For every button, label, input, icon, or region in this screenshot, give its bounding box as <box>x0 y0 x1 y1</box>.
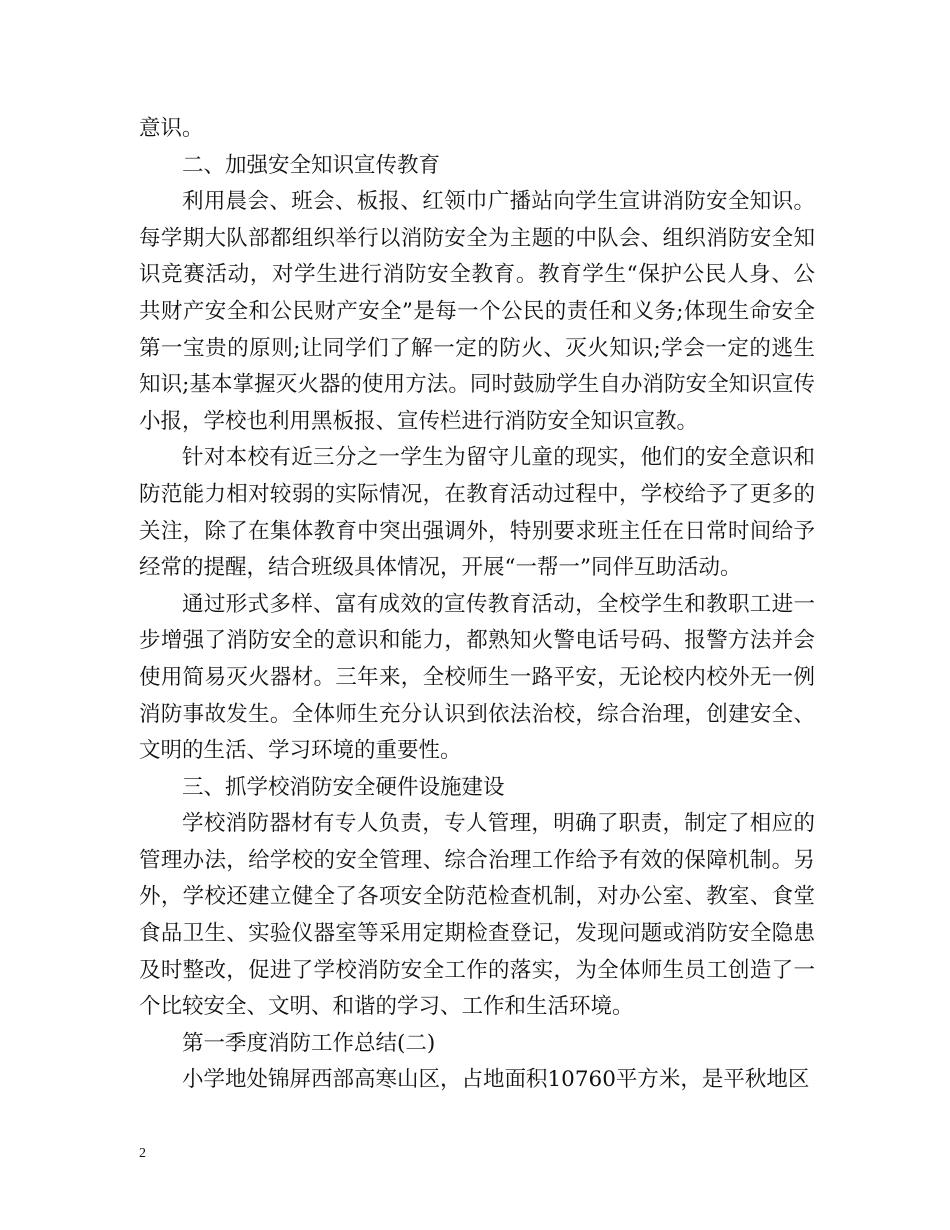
paragraph-continuation: 意识。 <box>139 116 204 141</box>
section-heading-3: 三、抓学校消防安全硬件设施建设 <box>182 774 505 800</box>
paragraph-hardware: 学校消防器材有专人负责，专人管理，明确了职责，制定了相应的管理办法，给学校的安全管理、综合治理工作给予有效的保障机制。另外，学校还建立健全了各项安全防范检查机制，对办公室、教室、食堂食品卫生、实验仪器室等采用定期检查登记，发现问题或消防安全隐患及时整改，促进了学校消防安全工作的落实，为全体师生员工创造了一个比较安全、文明、和谐的学习、工作和生活环境。 <box>139 811 815 1020</box>
paragraph-results: 通过形式多样、富有成效的宣传教育活动，全校学生和教职工进一步增强了消防安全的意识和能力，都熟知火警电话号码、报警方法并会使用简易灭火器材。三年来，全校师生一路平安，无论校内校外无一例消防事故发生。全体师生充分认识到依法治校，综合治理，创建安全、文明的生活、学习环境的重要性。 <box>139 591 815 764</box>
paragraph-publicity: 利用晨会、班会、板报、红领巾广播站向学生宣讲消防安全知识。每学期大队部都组织举行以消防安全为主题的中队会、组织消防安全知识竞赛活动，对学生进行消防安全教育。教育学生“保护公民人身、公共财产安全和公民财产安全”是每一个公民的责任和义务;体现生命安全第一宝贵的原则;让同学们了解一定的防火、灭火知识;学会一定的逃生知识;基本掌握灭火器的使用方法。同时鼓励学生自办消防安全知识宣传小报，学校也利用黑板报、宣传栏进行消防安全知识宣教。 <box>139 189 815 434</box>
paragraph-school-location: 小学地处锦屏西部高寒山区，占地面积10760平方米，是平秋地区 <box>182 1067 810 1093</box>
section-heading-summary-2: 第一季度消防工作总结(二) <box>182 1030 436 1056</box>
section-heading-2: 二、加强安全知识宣传教育 <box>182 152 441 178</box>
paragraph-left-behind-children: 针对本校有近三分之一学生为留守儿童的现实，他们的安全意识和防范能力相对较弱的实际情况，在教育活动过程中，学校给予了更多的关注，除了在集体教育中突出强调外，特别要求班主任在日常时间给予经常的提醒，结合班级具体情况，开展“一帮一”同伴互助活动。 <box>139 445 815 581</box>
document-body <box>139 111 815 1099</box>
page-number: 2 <box>139 1146 146 1161</box>
